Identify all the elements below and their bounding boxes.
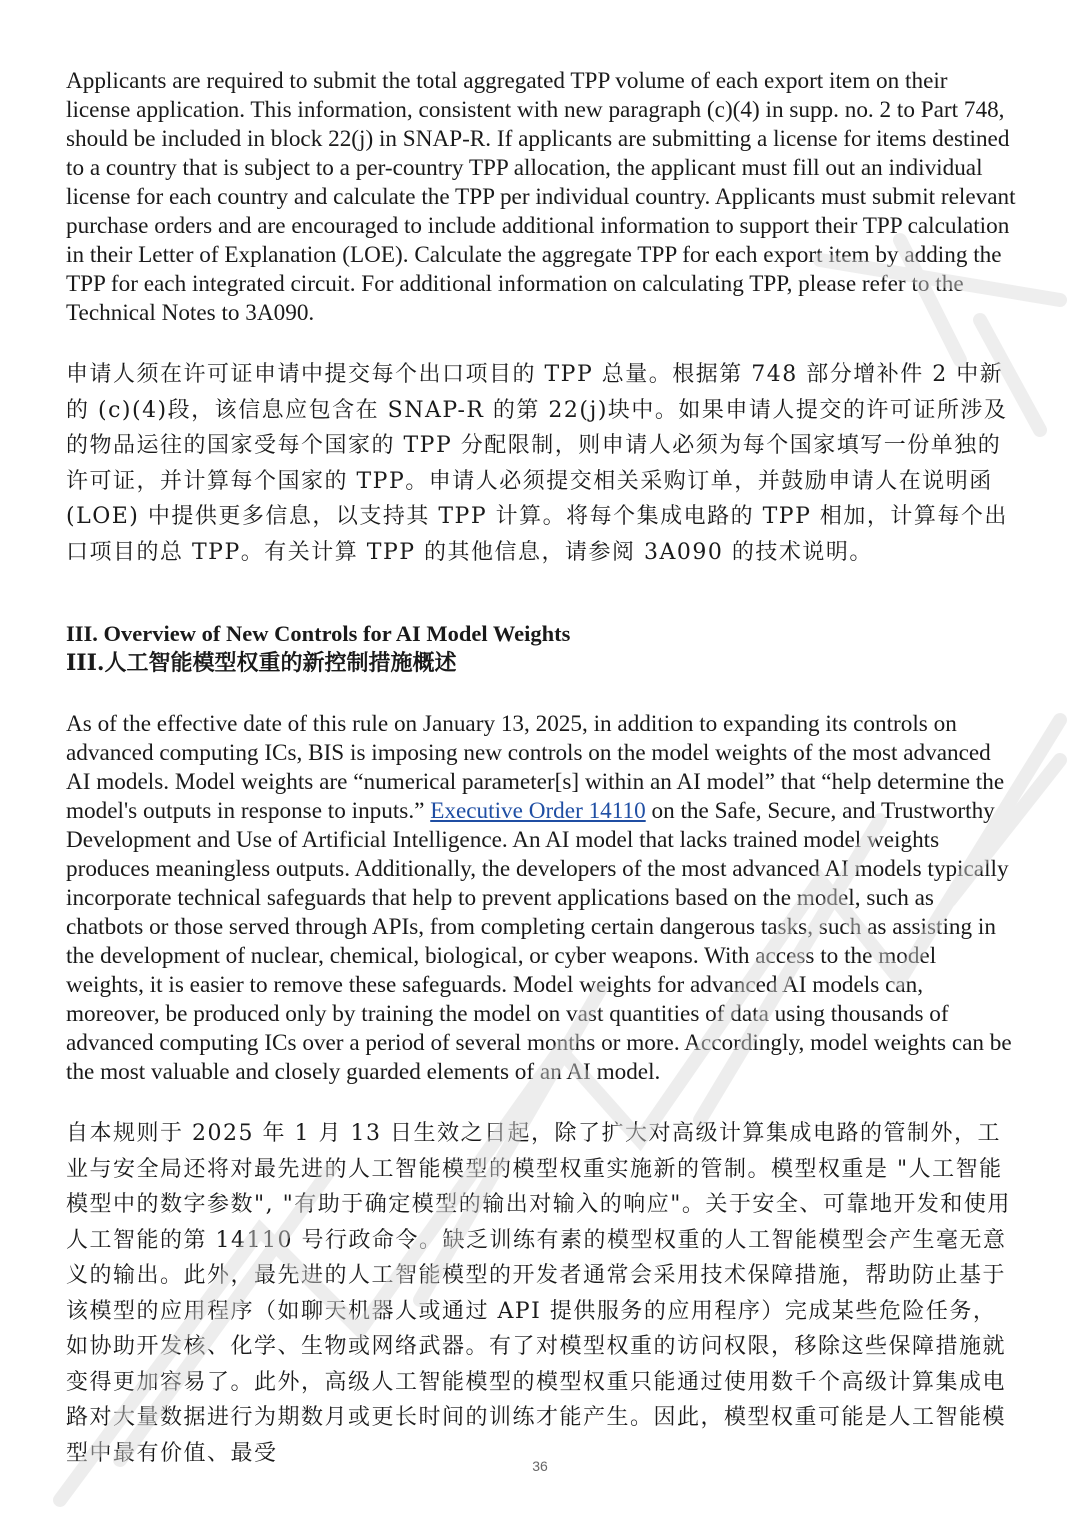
paragraph-model-weights-en xyxy=(66,710,1016,1087)
paragraph-text-before-link: As of the effective date of this rule on January 13, 2025, in addition to expanding its controls on advanced computing ICs, BIS is imposing new controls on the model weights of the most advanced AI models. Model weights are “numerical parameter[s] within an AI model” that “help determine the model's outputs in response to inputs.” xyxy=(66,711,1005,824)
paragraph-tpp-en: Applicants are required to submit the total aggregated TPP volume of each export item on their license application. This information, consistent with new paragraph (c)(4) in supp. no. 2 to Part 748, should be included in block 22(j) in SNAP-R. If applicants are submitting a license for items destined to a country that is subject to a per-country TPP allocation, the applicant must fill out an individual license for each country and calculate the TPP per individual country. Applicants must submit relevant purchase orders and are encouraged to include additional information to support their TPP calculation in their Letter of Explanation (LOE). Calculate the aggregate TPP for each export item by adding the TPP for each integrated circuit. For additional information on calculating TPP, please refer to the Technical Notes to 3A090. xyxy=(66,68,1016,326)
section-heading-zh: III.人工智能模型权重的新控制措施概述 xyxy=(66,650,457,676)
paragraph-model-weights-zh: 自本规则于 2025 年 1 月 13 日生效之日起，除了扩大对高级计算集成电路的管制外，工业与安全局还将对最先进的人工智能模型的模型权重实施新的管制。模型权重是 "人工智能模型中的数字参数", "有助于确定模型的输出对输入的响应"。关于安全、可靠地开发和使用人工智能的第 14110 号行政命令。缺乏训练有素的模型权重的人工智能模型会产生毫无意义的输出。此外，最先进的人工智能模型的开发者通常会采用技术保障措施，帮助防止基于该模型的应用程序（如聊天机器人或通过 API 提供服务的应用程序）完成某些危险任务，如协助开发核、化学、生物或网络武器。有了对模型权重的访问权限，移除这些保障措施就变得更加容易了。此外，高级人工智能模型的模型权重只能通过使用数千个高级计算集成电路对大量数据进行为期数月或更长时间的训练才能产生。因此，模型权重可能是人工智能模型中最有价值、最受 xyxy=(66,1121,1011,1466)
section-heading-en: III. Overview of New Controls for AI Model Weights xyxy=(66,621,571,646)
page-number: 36 xyxy=(532,1458,548,1474)
paragraph-tpp-zh: 申请人须在许可证申请中提交每个出口项目的 TPP 总量。根据第 748 部分增补件 2 中新的 (c)(4)段，该信息应包含在 SNAP-R 的第 22(j)块中。如果申请人提交的许可证所涉及的物品运往的国家受每个国家的 TPP 分配限制，则申请人必须为每个国家填写一份单独的许可证，并计算每个国家的 TPP。申请人必须提交相关采购订单，并鼓励申请人在说明函 (LOE) 中提供更多信息，以支持其 TPP 计算。将每个集成电路的 TPP 相加，计算每个出口项目的总 TPP。有关计算 TPP 的其他信息，请参阅 3A090 的技术说明。 xyxy=(66,362,1008,565)
paragraph-text-after-link: on the Safe, Secure, and Trustworthy Development and Use of Artificial Intelligence. An AI model that lacks trained model weights produces meaningless outputs. Additionally, the developers of the most advanced AI models typically incorporate technical safeguards that help to prevent applications based on the model, such as chatbots or those served through APIs, from completing certain dangerous tasks, such as assisting in the development of nuclear, chemical, biological, or cyber weapons. With access to the model weights, it is easier to remove these safeguards. Model weights for advanced AI models can, moreover, be produced only by training the model on vast quantities of data using thousands of advanced computing ICs over a period of several months or more. Accordingly, model weights can be the most valuable and closely guarded elements of an AI model. xyxy=(66,798,1012,1085)
executive-order-link[interactable]: Executive Order 14110 xyxy=(430,798,646,824)
